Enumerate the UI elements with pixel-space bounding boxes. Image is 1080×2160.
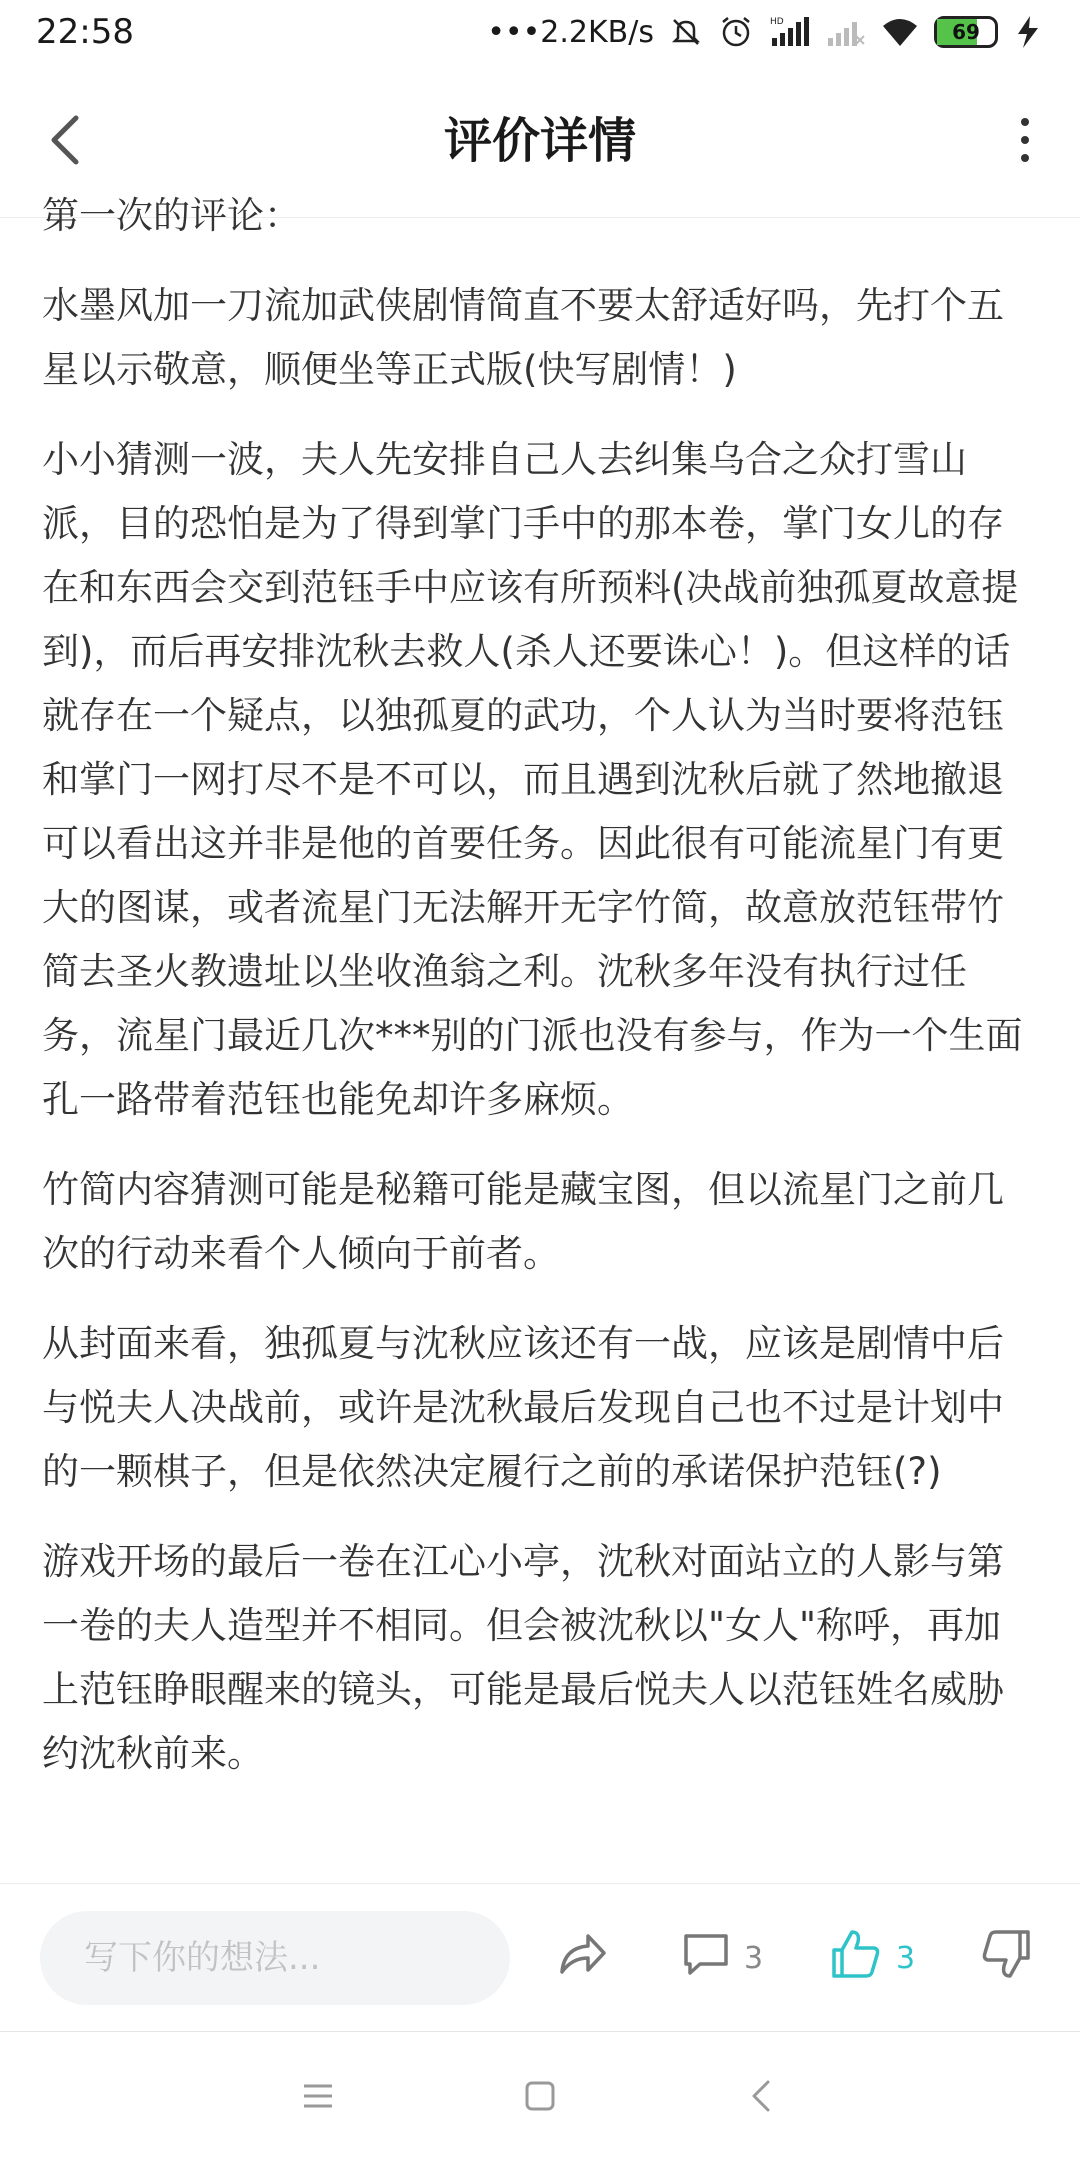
page-title: 评价详情	[443, 113, 636, 169]
review-paragraph: 小小猜测一波，夫人先安排自己人去纠集乌合之众打雪山派，目的恐怕是为了得到掌门手中的那本卷，掌门女儿的存在和东西会交到范钰手中应该有所预料(决战前独孤夏故意提到)，而后再安排沈秋去救人(杀人还要诛心！)。但这样的话就存在一个疑点，以独孤夏的武功，个人认为当时要将范钰和掌门一网打尽不是不可以，而且遇到沈秋后就了然地撤退可以看出这并非是他的首要任务。因此很有可能流星门有更大的图谋，或者流星门无法解开无字竹简，故意放范钰带竹简去圣火教遗址以坐收渔翁之利。沈秋多年没有执行过任务，流星门最近几次***别的门派也没有参与，作为一个生面孔一路带着范钰也能免却许多麻烦。	[42, 438, 1023, 1121]
share-icon	[554, 1926, 610, 1990]
hd-signal-icon	[768, 14, 812, 50]
action-bar	[0, 1883, 1080, 2031]
share-button[interactable]	[554, 1924, 610, 1992]
review-paragraph: 游戏开场的最后一卷在江心小亭，沈秋对面站立的人影与第一卷的夫人造型并不相同。但会被沈秋以"女人"称呼，再加上范钰睁眼醒来的镜头，可能是最后悦夫人以范钰姓名威胁约沈秋前来。	[42, 1540, 1004, 1775]
dislike-button[interactable]	[978, 1924, 1034, 1992]
status-time: 22:58	[36, 12, 134, 52]
thumbs-down-icon	[978, 1926, 1034, 1990]
review-paragraph: 水墨风加一刀流加武侠剧情简直不要太舒适好吗，先打个五星以示敬意，顺便坐等正式版(快写剧情！)	[42, 284, 1004, 391]
back-arrow-icon[interactable]	[36, 110, 96, 170]
svg-text:HD: HD	[770, 17, 784, 27]
battery-icon	[934, 16, 998, 48]
comments-button[interactable]	[680, 1924, 763, 1992]
home-square-icon[interactable]	[508, 2064, 572, 2128]
more-vertical-icon[interactable]	[1010, 110, 1040, 170]
wifi-icon	[880, 14, 920, 50]
review-cut-line: 第一次的评论：	[42, 194, 301, 237]
more-dot	[1021, 154, 1029, 162]
battery-level: 69	[952, 20, 980, 44]
comment-icon	[680, 1928, 732, 1988]
thumbs-up-icon	[828, 1926, 884, 1990]
status-icons	[487, 14, 1044, 50]
review-content[interactable]	[0, 194, 1080, 1883]
review-paragraph: 从封面来看，独孤夏与沈秋应该还有一战，应该是剧情中后与悦夫人决战前，或许是沈秋最后发现自己也不过是计划中的一颗棋子，但是依然决定履行之前的承诺保护范钰(?)	[42, 1322, 1004, 1493]
more-dot	[1021, 136, 1029, 144]
mute-icon	[668, 14, 704, 50]
review-paragraph: 竹简内容猜测可能是秘籍可能是藏宝图，但以流星门之前几次的行动来看个人倾向于前者。	[42, 1168, 1004, 1275]
comment-input[interactable]	[40, 1911, 510, 2005]
more-dot	[1021, 118, 1029, 126]
network-speed: •••2.2KB/s	[487, 14, 654, 50]
alarm-icon	[718, 14, 754, 50]
system-nav-bar	[0, 2031, 1080, 2160]
comment-count: 3	[744, 1940, 764, 1976]
status-bar	[0, 0, 1080, 64]
like-button[interactable]	[828, 1924, 915, 1992]
like-count: 3	[896, 1940, 916, 1976]
charging-icon	[1012, 14, 1044, 50]
menu-icon[interactable]	[286, 2064, 350, 2128]
back-chevron-icon[interactable]	[730, 2064, 794, 2128]
signal-empty-icon	[826, 14, 866, 50]
